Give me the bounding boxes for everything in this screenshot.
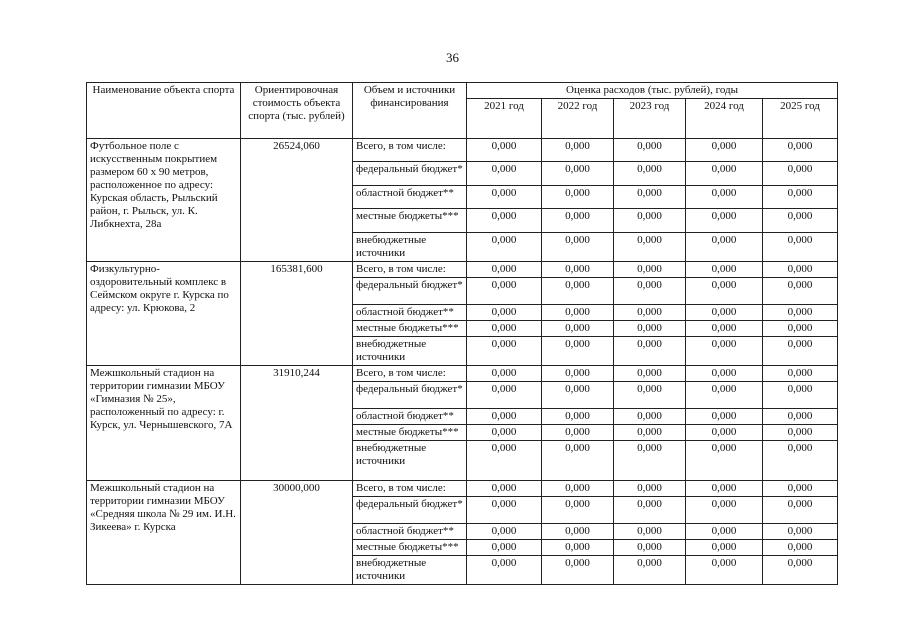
expense-value: 0,000: [614, 262, 686, 278]
expense-value: 0,000: [467, 337, 542, 366]
expense-value: 0,000: [763, 337, 838, 366]
header-year: 2024 год: [686, 99, 763, 139]
expense-value: 0,000: [542, 139, 614, 162]
expense-value: 0,000: [542, 409, 614, 425]
expense-value: 0,000: [686, 366, 763, 382]
financing-source: Всего, в том числе:: [353, 262, 467, 278]
header-year: 2022 год: [542, 99, 614, 139]
expense-value: 0,000: [763, 540, 838, 556]
expense-value: 0,000: [686, 162, 763, 186]
expense-value: 0,000: [467, 321, 542, 337]
expense-value: 0,000: [686, 186, 763, 209]
expense-value: 0,000: [614, 162, 686, 186]
expense-value: 0,000: [542, 209, 614, 233]
expense-value: 0,000: [763, 321, 838, 337]
expense-value: 0,000: [763, 186, 838, 209]
expense-value: 0,000: [614, 441, 686, 481]
expense-value: 0,000: [614, 186, 686, 209]
financing-source: областной бюджет**: [353, 186, 467, 209]
object-name: Межшкольный стадион на территории гимназии МБОУ «Гимназия № 25», расположенный по адресу: г. Курск, ул. Чернышевского, 7А: [87, 366, 241, 481]
expense-value: 0,000: [467, 481, 542, 497]
expense-value: 0,000: [686, 524, 763, 540]
financing-source: внебюджетные источники: [353, 556, 467, 585]
expense-value: 0,000: [467, 139, 542, 162]
object-cost: 31910,244: [241, 366, 353, 481]
financing-source: внебюджетные источники: [353, 337, 467, 366]
expense-value: 0,000: [542, 337, 614, 366]
expense-value: 0,000: [763, 209, 838, 233]
expense-value: 0,000: [763, 262, 838, 278]
header-year: 2021 год: [467, 99, 542, 139]
expense-value: 0,000: [467, 278, 542, 305]
expense-value: 0,000: [614, 278, 686, 305]
header-estimated-cost: Ориентировочная стоимость объекта спорта (тыс. рублей): [241, 83, 353, 139]
expense-value: 0,000: [686, 481, 763, 497]
expense-value: 0,000: [542, 497, 614, 524]
expense-value: 0,000: [763, 556, 838, 585]
expense-value: 0,000: [542, 321, 614, 337]
expense-value: 0,000: [763, 305, 838, 321]
expense-value: 0,000: [614, 139, 686, 162]
expense-value: 0,000: [686, 305, 763, 321]
expense-value: 0,000: [686, 209, 763, 233]
expense-value: 0,000: [763, 278, 838, 305]
expense-value: 0,000: [686, 233, 763, 262]
expense-value: 0,000: [763, 481, 838, 497]
financing-source: областной бюджет**: [353, 524, 467, 540]
expense-value: 0,000: [614, 497, 686, 524]
expense-value: 0,000: [763, 441, 838, 481]
expense-value: 0,000: [614, 382, 686, 409]
financing-source: местные бюджеты***: [353, 209, 467, 233]
expense-value: 0,000: [467, 305, 542, 321]
expense-value: 0,000: [614, 556, 686, 585]
expense-value: 0,000: [614, 337, 686, 366]
table-body: [87, 139, 838, 585]
header-year: 2025 год: [763, 99, 838, 139]
expense-value: 0,000: [686, 409, 763, 425]
expense-value: 0,000: [614, 540, 686, 556]
expense-value: 0,000: [614, 233, 686, 262]
expense-value: 0,000: [686, 262, 763, 278]
expense-value: 0,000: [467, 524, 542, 540]
expense-value: 0,000: [542, 186, 614, 209]
expense-value: 0,000: [542, 262, 614, 278]
expense-value: 0,000: [467, 409, 542, 425]
expense-value: 0,000: [686, 321, 763, 337]
object-cost: 30000,000: [241, 481, 353, 585]
expense-value: 0,000: [542, 425, 614, 441]
expense-value: 0,000: [686, 441, 763, 481]
financing-source: местные бюджеты***: [353, 321, 467, 337]
expense-value: 0,000: [542, 524, 614, 540]
expense-value: 0,000: [542, 233, 614, 262]
financing-source: внебюджетные источники: [353, 441, 467, 481]
expense-value: 0,000: [614, 524, 686, 540]
financing-source: областной бюджет**: [353, 305, 467, 321]
expense-value: 0,000: [542, 162, 614, 186]
expense-value: 0,000: [763, 425, 838, 441]
expense-value: 0,000: [686, 382, 763, 409]
header-year: 2023 год: [614, 99, 686, 139]
financing-source: внебюджетные источники: [353, 233, 467, 262]
expense-value: 0,000: [614, 305, 686, 321]
table-row: [87, 481, 838, 497]
expense-value: 0,000: [542, 441, 614, 481]
expense-value: 0,000: [763, 366, 838, 382]
expense-value: 0,000: [614, 321, 686, 337]
expense-value: 0,000: [467, 556, 542, 585]
financing-source: областной бюджет**: [353, 409, 467, 425]
expense-value: 0,000: [686, 556, 763, 585]
object-name: Физкультурно-оздоровительный комплекс в Сеймском округе г. Курска по адресу: ул. Крюкова, 2: [87, 262, 241, 366]
expense-value: 0,000: [763, 162, 838, 186]
expense-value: 0,000: [763, 382, 838, 409]
expense-value: 0,000: [614, 366, 686, 382]
expense-value: 0,000: [614, 409, 686, 425]
financing-source: Всего, в том числе:: [353, 366, 467, 382]
expense-value: 0,000: [467, 186, 542, 209]
expense-value: 0,000: [686, 425, 763, 441]
expense-value: 0,000: [542, 540, 614, 556]
financing-source: местные бюджеты***: [353, 540, 467, 556]
object-cost: 165381,600: [241, 262, 353, 366]
expense-value: 0,000: [467, 382, 542, 409]
table-row: [87, 366, 838, 382]
financing-source: местные бюджеты***: [353, 425, 467, 441]
object-name: Межшкольный стадион на территории гимназии МБОУ «Средняя школа № 29 им. И.Н. Зикеева» г. Курска: [87, 481, 241, 585]
expense-value: 0,000: [467, 162, 542, 186]
financing-source: федеральный бюджет*: [353, 382, 467, 409]
sports-objects-table: [86, 82, 838, 585]
expense-value: 0,000: [763, 409, 838, 425]
financing-source: федеральный бюджет*: [353, 497, 467, 524]
financing-source: федеральный бюджет*: [353, 278, 467, 305]
expense-value: 0,000: [467, 262, 542, 278]
expense-value: 0,000: [542, 481, 614, 497]
expense-value: 0,000: [467, 540, 542, 556]
expense-value: 0,000: [467, 366, 542, 382]
financing-source: Всего, в том числе:: [353, 481, 467, 497]
expense-value: 0,000: [763, 497, 838, 524]
table-row: [87, 262, 838, 278]
object-cost: 26524,060: [241, 139, 353, 262]
expense-value: 0,000: [542, 556, 614, 585]
table-row: [87, 139, 838, 162]
expense-value: 0,000: [686, 337, 763, 366]
expense-value: 0,000: [686, 497, 763, 524]
header-financing-sources: Объем и источники финансирования: [353, 83, 467, 139]
expense-value: 0,000: [686, 540, 763, 556]
table-header: [87, 83, 838, 139]
expense-value: 0,000: [686, 278, 763, 305]
expense-value: 0,000: [614, 481, 686, 497]
expense-value: 0,000: [763, 524, 838, 540]
expense-value: 0,000: [467, 441, 542, 481]
financing-source: федеральный бюджет*: [353, 162, 467, 186]
expense-value: 0,000: [686, 139, 763, 162]
expense-value: 0,000: [763, 233, 838, 262]
expense-value: 0,000: [467, 209, 542, 233]
expense-value: 0,000: [467, 425, 542, 441]
expense-value: 0,000: [542, 366, 614, 382]
expense-value: 0,000: [467, 233, 542, 262]
expense-value: 0,000: [542, 278, 614, 305]
expense-value: 0,000: [467, 497, 542, 524]
object-name: Футбольное поле с искусственным покрытием размером 60 х 90 метров, расположенное по адресу: Курская область, Рыльский район, г. Рыльск, ул. К. Либкнехта, 28а: [87, 139, 241, 262]
expense-value: 0,000: [763, 139, 838, 162]
header-object-name: Наименование объекта спорта: [87, 83, 241, 139]
header-expense-estimate: Оценка расходов (тыс. рублей), годы: [467, 83, 838, 99]
expense-value: 0,000: [614, 209, 686, 233]
page-number: 36: [446, 50, 459, 65]
expense-value: 0,000: [542, 305, 614, 321]
financing-source: Всего, в том числе:: [353, 139, 467, 162]
expense-value: 0,000: [614, 425, 686, 441]
expense-value: 0,000: [542, 382, 614, 409]
